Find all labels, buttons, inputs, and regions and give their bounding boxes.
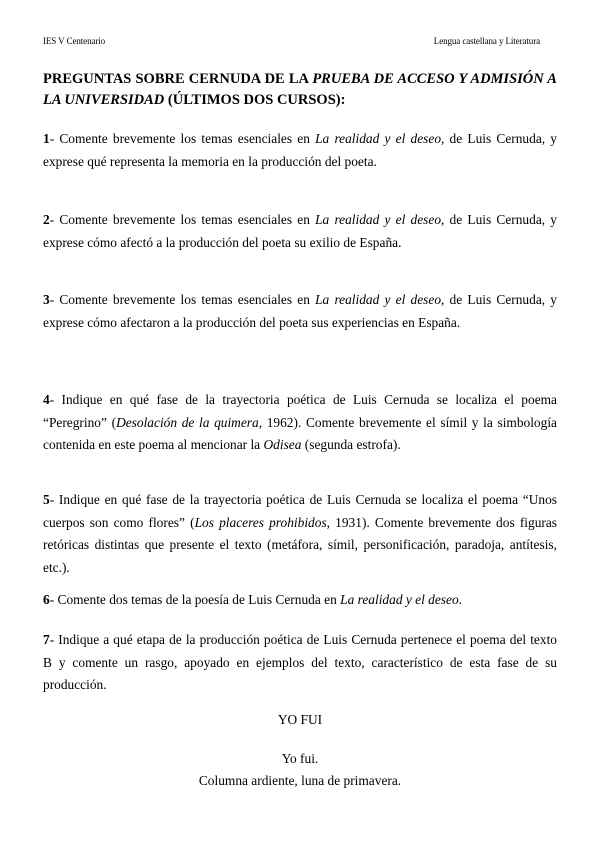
book-title: La realidad y el deseo (340, 592, 459, 607)
title-part2: (ÚLTIMOS DOS CURSOS): (164, 92, 346, 108)
document-title (43, 69, 557, 111)
question-text: (segunda estrofa). (301, 437, 401, 452)
title-part1: PREGUNTAS SOBRE CERNUDA DE LA (43, 71, 313, 87)
question-number: 5 (43, 492, 50, 507)
question-text: . (458, 592, 463, 607)
book-title: La realidad y el deseo (315, 212, 442, 227)
header-subject: Lengua castellana y Literatura (433, 36, 540, 46)
poem-line-1: Yo fui. (281, 751, 319, 766)
question-number: 2 (43, 212, 50, 227)
question-text: - Indique en qué fase de la trayectoria poética de Luis Cernuda se localiza el poema “Unos cuerpos son como flores” ( (43, 492, 557, 530)
poem-line-2: Columna ardiente, luna de primavera. (198, 773, 402, 788)
question-text: - Comente brevemente los temas esenciales en (49, 212, 316, 227)
question-number: 3 (43, 292, 50, 307)
question-number: 1 (43, 131, 50, 146)
question-text: - Comente brevemente los temas esenciales en (49, 292, 316, 307)
book-title: La realidad y el deseo (315, 131, 442, 146)
question-4 (43, 389, 557, 457)
question-text: , de Luis Cernuda, y exprese qué representa la memoria en la producción del poeta. (43, 131, 557, 169)
question-7 (43, 629, 557, 697)
header-school: IES V Centenario (43, 36, 106, 46)
question-text: , 1931). Comente brevemente dos figuras retóricas distintas que presente el texto (metáfora, símil, personificación, paradoja, antítesis, etc.). (43, 514, 558, 575)
book-title: Desolación de la quimera (116, 414, 259, 430)
book-title: Odisea (263, 437, 302, 452)
question-3 (43, 289, 557, 334)
question-2 (43, 209, 557, 254)
book-title: Los placeres prohibidos (194, 514, 327, 530)
title-italic: PRUEBA DE ACCESO Y ADMISIÓN A LA UNIVERSIDAD (43, 71, 557, 108)
book-title: La realidad y el deseo (315, 292, 442, 307)
question-text: - Indique a qué etapa de la producción poética de Luis Cernuda pertenece el poema del texto B y comente un rasgo, apoyado en ejemplos del texto, característico de esta fase de su producción. (43, 632, 557, 692)
question-5 (43, 489, 557, 579)
question-6 (43, 589, 557, 612)
question-text: - Comente dos temas de la poesía de Luis Cernuda en (49, 592, 341, 607)
question-text: , 1962). Comente brevemente el símil y la simbología contenida en este poema al mencionar la (43, 414, 557, 452)
question-number: 4 (43, 392, 50, 407)
question-text: - Comente brevemente los temas esenciales en (49, 131, 316, 146)
question-number: 6 (43, 592, 50, 607)
poem-title: YO FUI (277, 712, 323, 727)
question-number: 7 (43, 632, 50, 647)
question-text: , de Luis Cernuda, y exprese cómo afectó a la producción del poeta su exilio de España. (43, 212, 557, 250)
question-1 (43, 128, 557, 173)
question-text: - Indique en qué fase de la trayectoria poética de Luis Cernuda se localiza el poema “Peregrino” ( (43, 392, 557, 430)
question-text: , de Luis Cernuda, y exprese cómo afectaron a la producción del poeta sus experiencias en España. (43, 292, 557, 330)
